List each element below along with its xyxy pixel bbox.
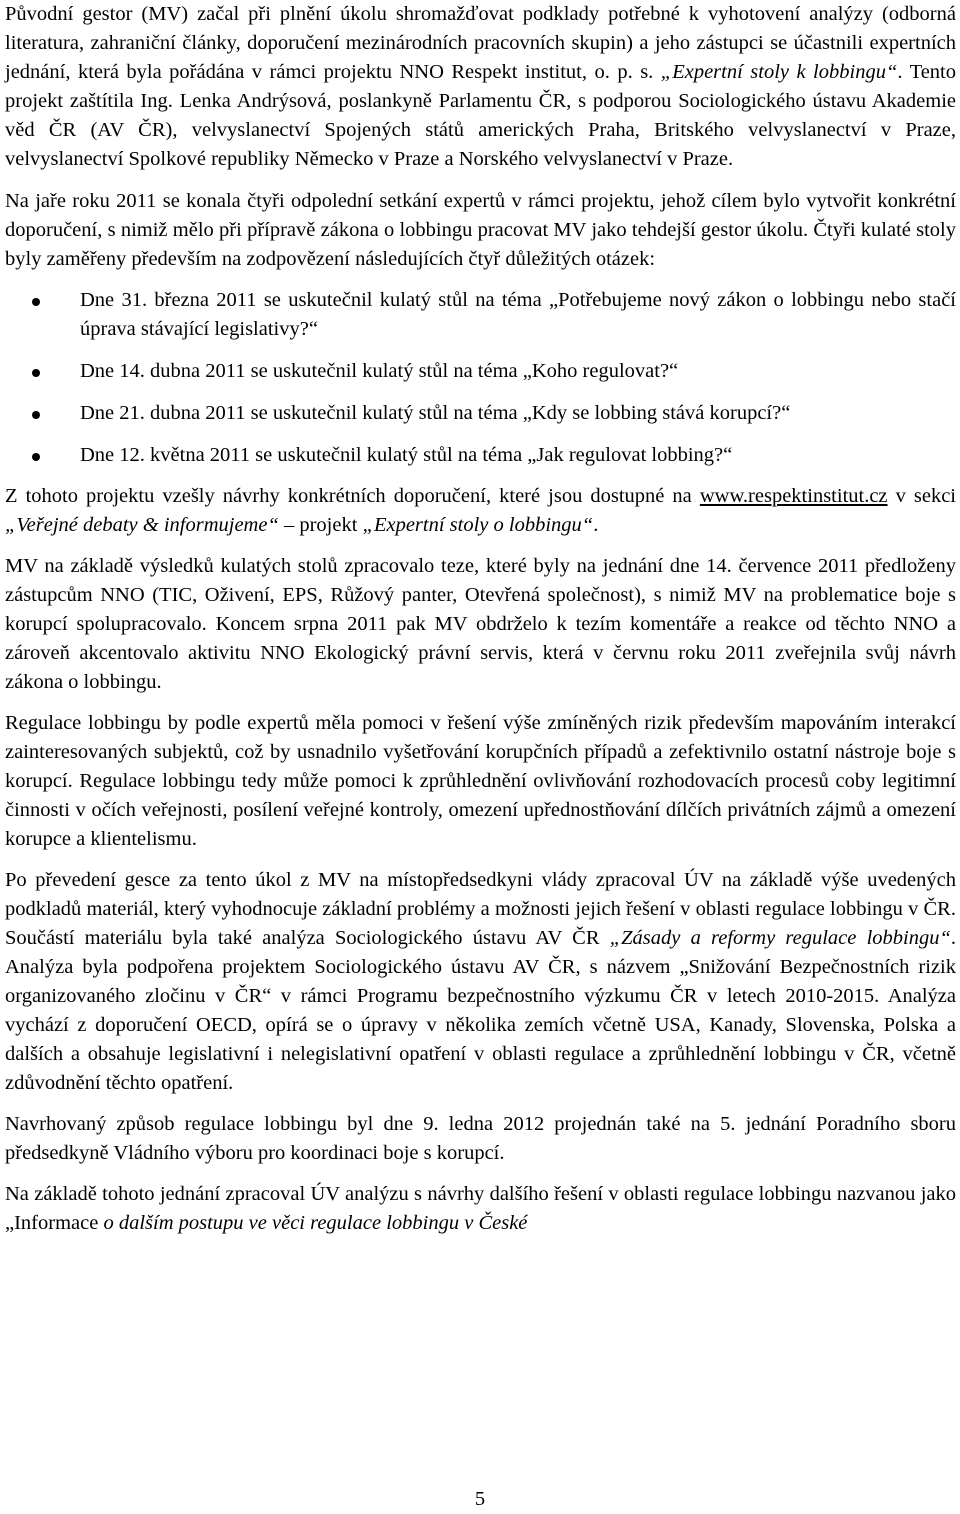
paragraph-4: MV na základě výsledků kulatých stolů zpracovalo teze, které byly na jednání dne 14. července 2011 předloženy zástupcům NNO (TIC, Oživení, EPS, Růžový panter, Otevřená společnost), s nimiž MV na problematice boje s korupcí spolupracovalo. Koncem srpna 2011 pak MV obdrželo k tezím komentáře a reakce od těchto NNO a zároveň akcentovalo aktivitu NNO Ekologický právní servis, která v červnu roku 2011 zveřejnila svůj návrh zákona o lobbingu.	[5, 555, 956, 693]
paragraph-2: Na jaře roku 2011 se konala čtyři odpolední setkání expertů v rámci projektu, jehož cílem bylo vytvořit konkrétní doporučení, s nimiž mělo při přípravě zákona o lobbingu pracovat MV jako tehdejší gestor úkolu. Čtyři kulaté stoly byly zaměřeny především na zodpovězení následujících čtyř důležitých otázek:	[5, 190, 956, 270]
roundtable-list	[5, 286, 956, 470]
list-item: Dne 14. dubna 2011 se uskutečnil kulatý stůl na téma „Koho regulovat?“	[5, 357, 956, 386]
paragraph-1: Původní gestor (MV) začal při plnění úkolu shromažďovat podklady potřebné k vyhotovení analýzy (odborná literatura, zahraniční články, doporučení mezinárodních pracovních skupin) a jeho zástupci se účastnili expertních jednání, která byla pořádána v rámci projektu NNO Respekt institut, o. p. s. „Expertní stoly k lobbingu“. Tento projekt zaštítila Ing. Lenka Andrýsová, poslankyně Parlamentu ČR, s podporou Sociologického ústavu Akademie věd ČR (AV ČR), velvyslanectví Spojených států amerických Praha, Britského velvyslanectví v Praze, velvyslanectví Spolkové republiky Německo v Praze a Norského velvyslanectví v Praze.	[5, 3, 956, 170]
paragraph-8: Na základě tohoto jednání zpracoval ÚV analýzu s návrhy dalšího řešení v oblasti regulace lobbingu nazvanou jako „Informace o dalším postupu ve věci regulace lobbingu v České	[5, 1183, 956, 1234]
paragraph-3: Z tohoto projektu vzešly návrhy konkrétních doporučení, které jsou dostupné na www.respektinstitut.cz v sekci „Veřejné debaty & informujeme“ – projekt „Expertní stoly o lobbingu“.	[5, 485, 956, 536]
paragraph-6: Po převedení gesce za tento úkol z MV na místopředsedkyni vlády zpracoval ÚV na základě výše uvedených podkladů materiál, který vyhodnocuje základní problémy a možnosti jejich řešení v oblasti regulace lobbingu v ČR. Součástí materiálu byla také analýza Sociologického ústavu AV ČR „Zásady a reformy regulace lobbingu“. Analýza byla podpořena projektem Sociologického ústavu AV ČR, s názvem „Snižování Bezpečnostních rizik organizovaného zločinu v ČR“ v rámci Programu bezpečnostního výzkumu ČR v letech 2010-2015. Analýza vychází z doporučení OECD, opírá se o úpravy v několika zemích včetně USA, Kanady, Slovenska, Polska a dalších a obsahuje legislativní i nelegislativní opatření v oblasti regulace a zprůhlednění lobbingu v ČR, včetně zdůvodnění těchto opatření.	[5, 869, 956, 1094]
bullet-icon	[32, 453, 40, 461]
paragraph-7: Navrhovaný způsob regulace lobbingu byl dne 9. ledna 2012 projednán také na 5. jednání Poradního sboru předsedkyně Vládního výboru pro koordinaci boje s korupcí.	[5, 1113, 956, 1164]
respektinstitut-link[interactable]: www.respektinstitut.cz	[699, 485, 888, 507]
list-item: Dne 12. května 2011 se uskutečnil kulatý stůl na téma „Jak regulovat lobbing?“	[5, 441, 956, 470]
bullet-icon	[32, 411, 40, 419]
project-title-italic: „Expertní stoly k lobbingu“	[660, 61, 898, 83]
document-page	[5, 0, 956, 1238]
bullet-icon	[32, 298, 40, 306]
bullet-icon	[32, 369, 40, 377]
list-item: Dne 21. dubna 2011 se uskutečnil kulatý stůl na téma „Kdy se lobbing stává korupcí?“	[5, 399, 956, 428]
page-number: 5	[474, 1488, 486, 1510]
list-item: Dne 31. března 2011 se uskutečnil kulatý stůl na téma „Potřebujeme nový zákon o lobbingu nebo stačí úprava stávající legislativy?“	[5, 286, 956, 344]
paragraph-5: Regulace lobbingu by podle expertů měla pomoci v řešení výše zmíněných rizik především mapováním interakcí zainteresovaných subjektů, což by usnadnilo vyšetřování korupčních případů a zefektivnilo ostatní nástroje boje s korupcí. Regulace lobbingu tedy může pomoci k zprůhlednění ovlivňování rozhodovacích procesů coby legitimní činnosti v očích veřejnosti, posílení veřejné kontroly, omezení upřednostňování dílčích privátních zájmů a omezení korupce a klientelismu.	[5, 712, 956, 850]
